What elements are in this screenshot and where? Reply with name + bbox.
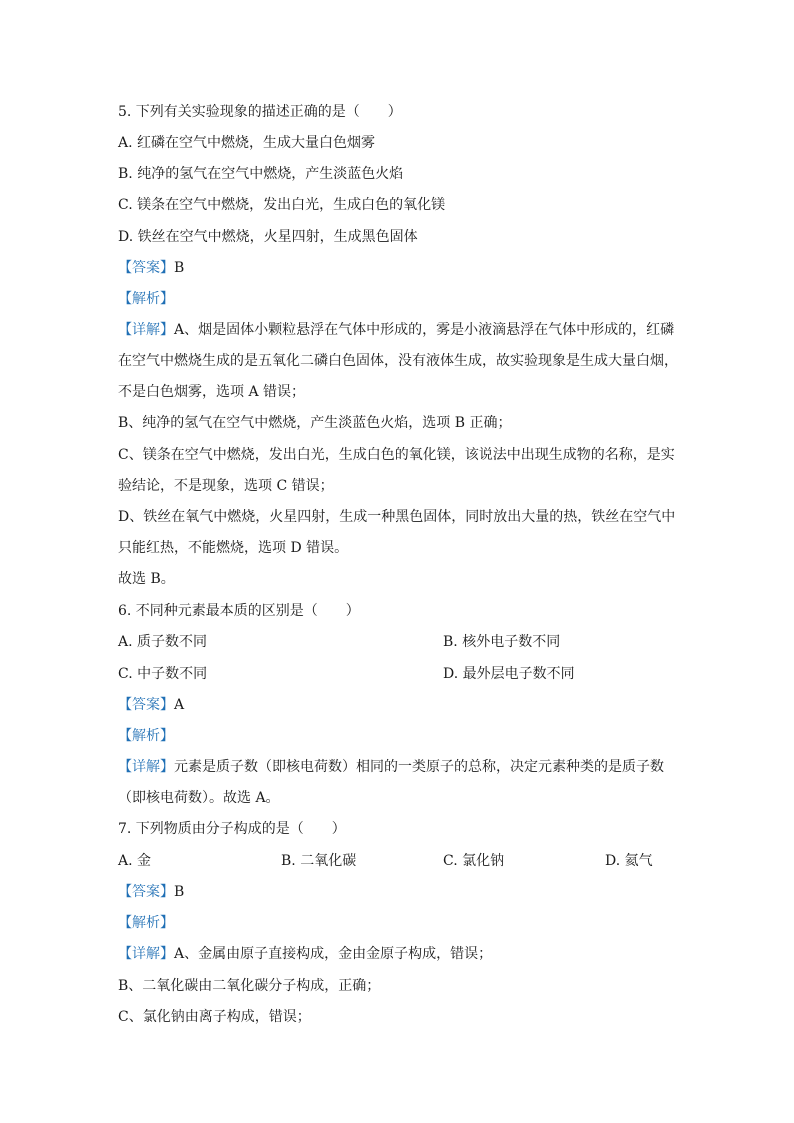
question-6-option-b: B. 核外电子数不同 — [443, 634, 561, 650]
question-6-detail-line-1 — [118, 757, 664, 777]
question-7-analysis — [118, 913, 174, 933]
question-5-stem: 5. 下列有关实验现象的描述正确的是（ ） — [118, 104, 402, 120]
question-6-option-c: C. 中子数不同 — [118, 666, 208, 682]
question-7-option-c: C. 氯化钠 — [443, 853, 505, 869]
question-7-detail-line-3: C、氯化钠由离子构成，错误； — [118, 1009, 311, 1025]
question-5-option-c: C. 镁条在空气中燃烧，发出白光，生成白色的氧化镁 — [118, 197, 446, 213]
question-5-detail-line-1 — [118, 320, 674, 340]
question-5-detail-line-7: D、铁丝在氧气中燃烧，火星四射，生成一种黑色固体，同时放出大量的热，铁丝在空气中 — [118, 509, 676, 525]
answer-value: B — [174, 884, 185, 900]
question-6-option-d: D. 最外层电子数不同 — [443, 666, 575, 682]
question-5-detail-line-3: 不是白色烟雾，选项 A 错误； — [118, 384, 306, 400]
detail-text: 元素是质子数（即核电荷数）相同的一类原子的总称，决定元素种类的是质子数 — [174, 759, 664, 775]
question-5-option-a: A. 红磷在空气中燃烧，生成大量白色烟雾 — [118, 135, 376, 151]
question-5-option-b: B. 纯净的氢气在空气中燃烧，产生淡蓝色火焰 — [118, 166, 404, 182]
question-5-answer — [118, 258, 184, 278]
question-5-detail-line-5: C、镁条在空气中燃烧，发出白光，生成白色的氧化镁，该说法中出现生成物的名称，是实 — [118, 447, 675, 463]
question-5-detail-line-9: 故选 B。 — [118, 571, 175, 587]
question-7-detail-line-2: B、二氧化碳由二氧化碳分子构成，正确； — [118, 978, 381, 994]
question-7-option-a: A. 金 — [118, 853, 152, 869]
question-5-analysis — [118, 289, 174, 309]
question-6-option-a: A. 质子数不同 — [118, 634, 208, 650]
answer-value: B — [174, 260, 185, 276]
question-6-stem: 6. 不同种元素最本质的区别是（ ） — [118, 603, 360, 619]
question-5-detail-line-6: 验结论，不是现象，选项 C 错误； — [118, 478, 334, 494]
question-5-detail-line-2: 在空气中燃烧生成的是五氧化二磷白色固体，没有液体生成，故实验现象是生成大量白烟， — [118, 353, 678, 369]
answer-tag: 【答案】 — [118, 884, 174, 900]
question-5-option-d: D. 铁丝在空气中燃烧，火星四射，生成黑色固体 — [118, 229, 418, 245]
detail-tag: 【详解】 — [118, 322, 174, 338]
question-7-detail-line-1 — [118, 944, 492, 964]
question-6-answer — [118, 695, 184, 715]
answer-value: A — [174, 697, 185, 713]
question-6-analysis — [118, 726, 174, 746]
question-7-option-b: B. 二氧化碳 — [281, 853, 357, 869]
question-6-detail-line-2: （即核电荷数）。故选 A。 — [118, 790, 280, 806]
question-7-answer — [118, 882, 184, 902]
detail-tag: 【详解】 — [118, 946, 174, 962]
question-7-stem: 7. 下列物质由分子构成的是（ ） — [118, 821, 346, 837]
detail-tag: 【详解】 — [118, 759, 174, 775]
question-5-detail-line-4: B、纯净的氢气在空气中燃烧，产生淡蓝色火焰，选项 B 正确； — [118, 415, 512, 431]
answer-tag: 【答案】 — [118, 260, 174, 276]
question-5-detail-line-8: 只能红热，不能燃烧，选项 D 错误。 — [118, 540, 349, 556]
answer-tag: 【答案】 — [118, 697, 174, 713]
detail-text: A、金属由原子直接构成，金由金原子构成，错误； — [174, 946, 493, 962]
analysis-tag: 【解析】 — [118, 915, 174, 931]
analysis-tag: 【解析】 — [118, 291, 174, 307]
question-7-option-d: D. 氦气 — [605, 853, 653, 869]
analysis-tag: 【解析】 — [118, 728, 174, 744]
detail-text: A、烟是固体小颗粒悬浮在气体中形成的，雾是小液滴悬浮在气体中形成的，红磷 — [174, 322, 675, 338]
